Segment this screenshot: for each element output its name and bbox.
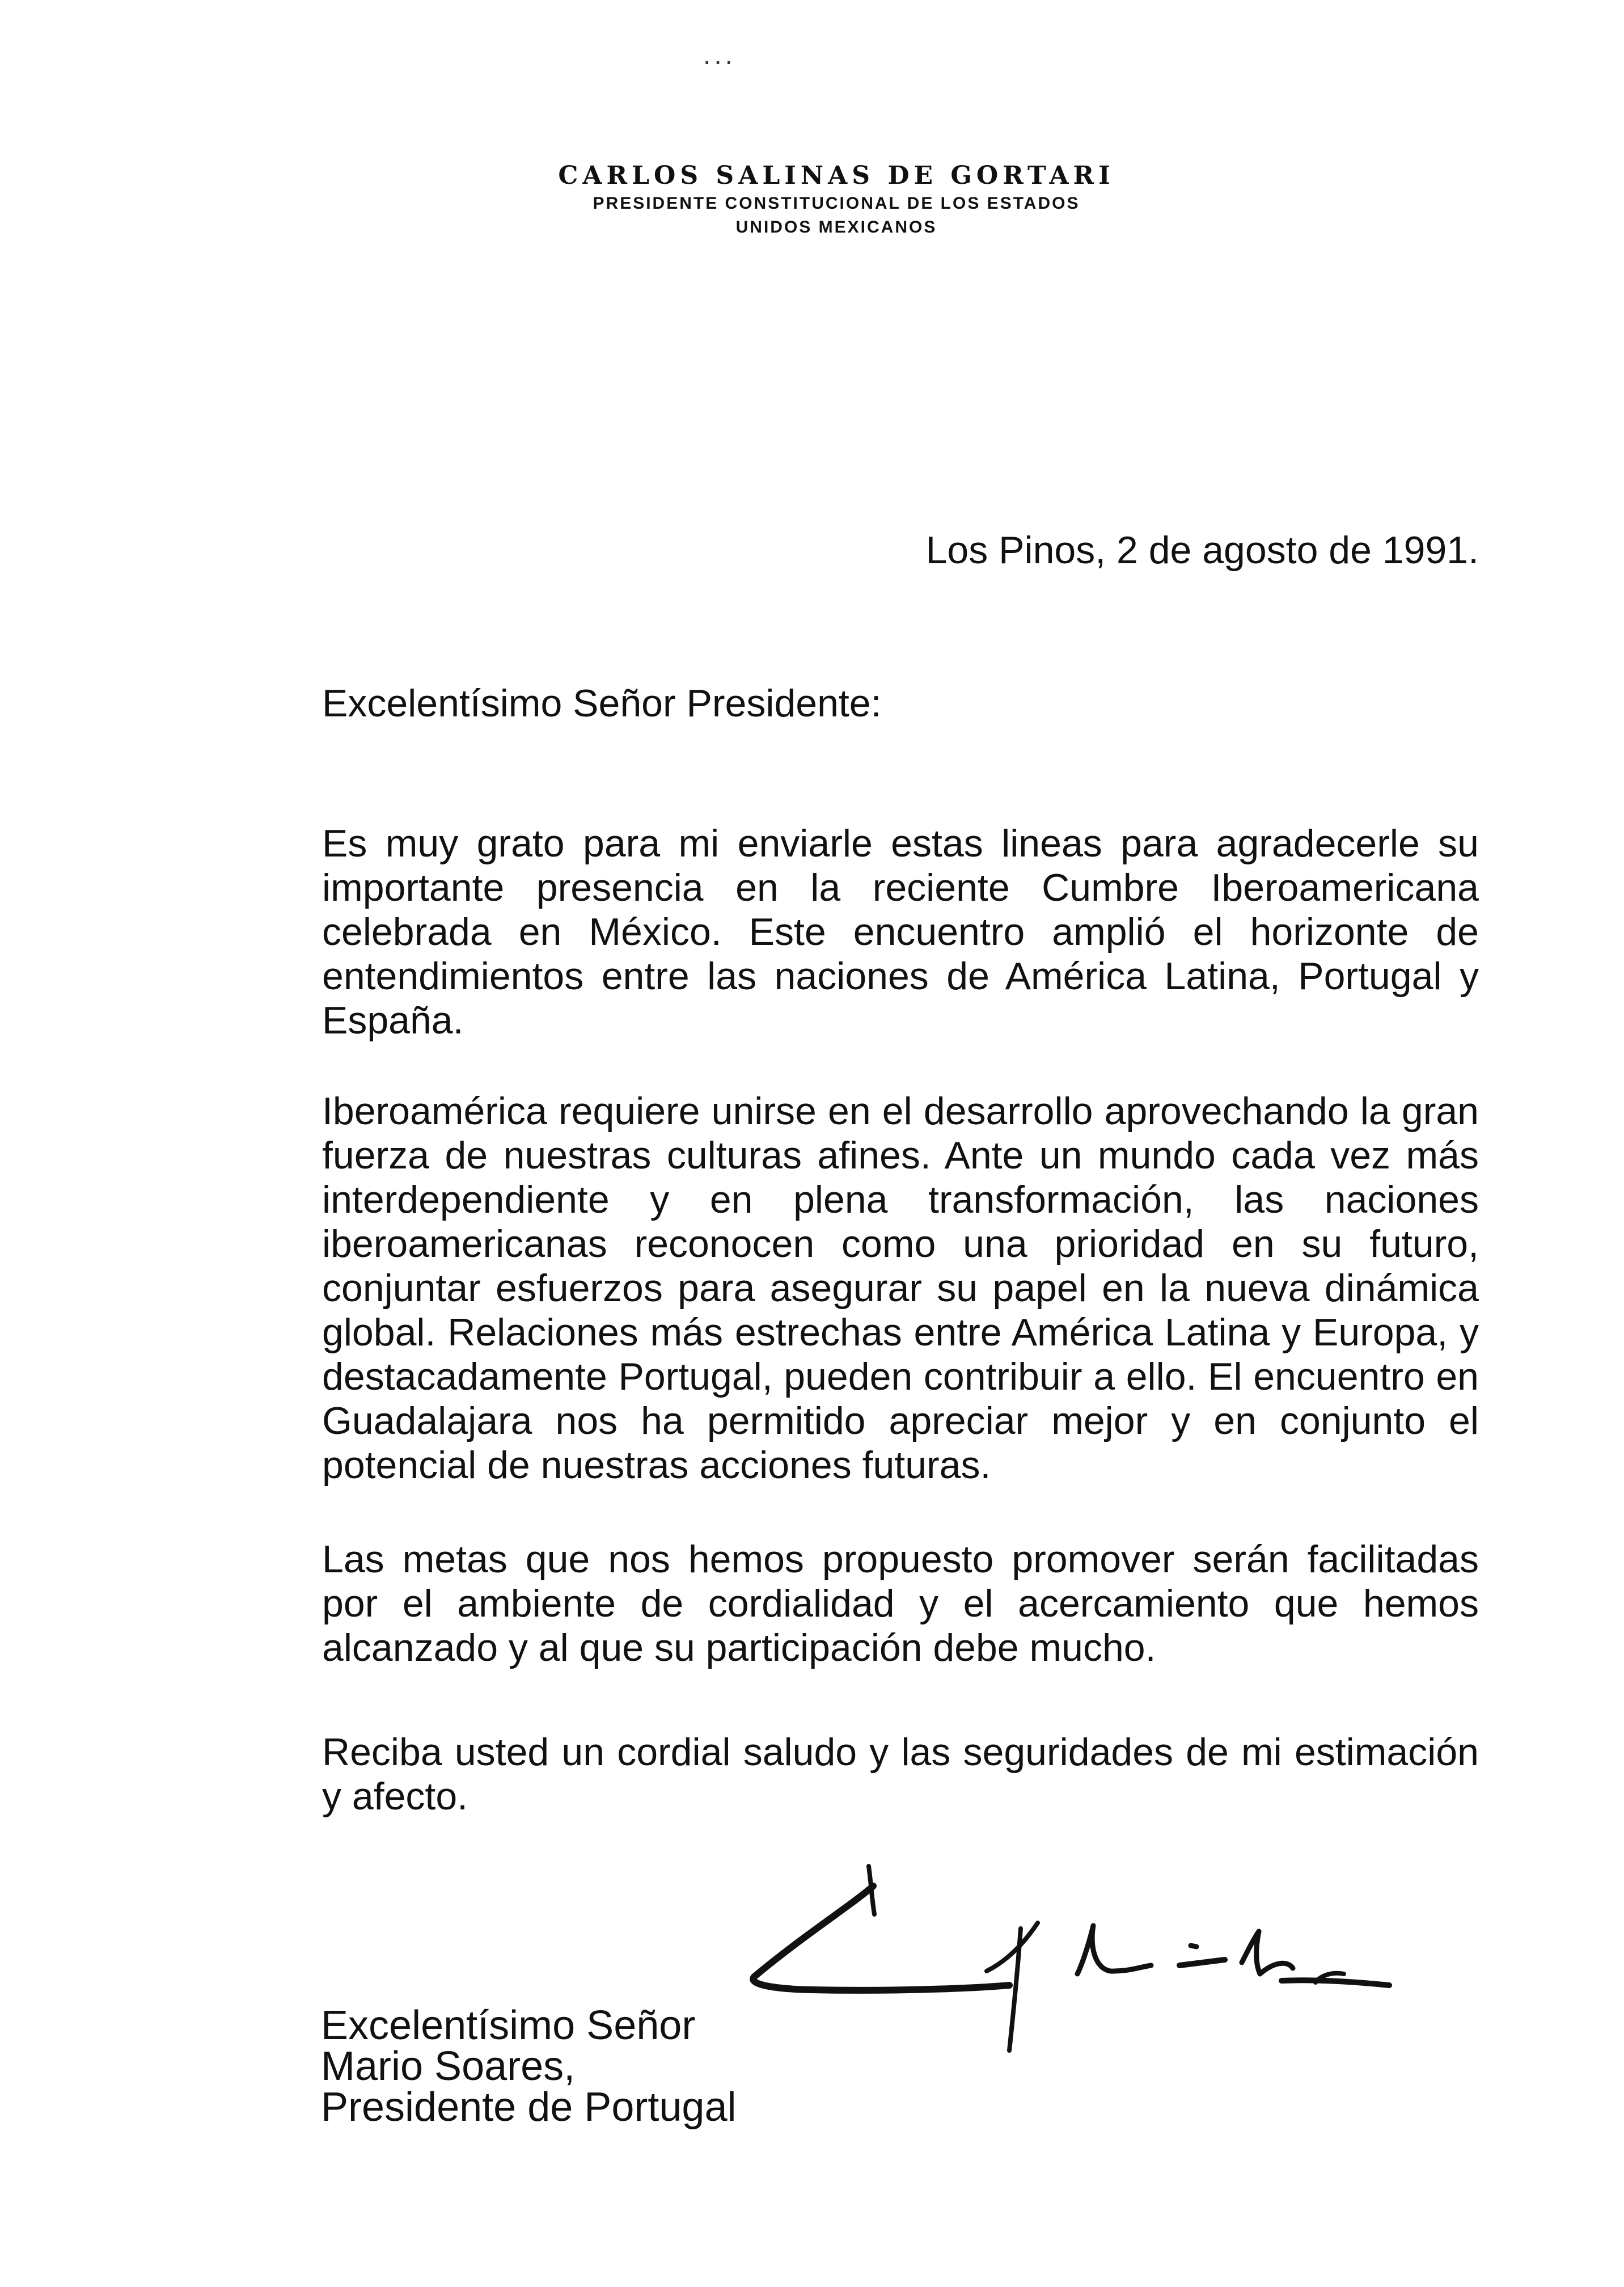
letterhead — [510, 160, 1162, 239]
addressee-block — [321, 2005, 736, 2128]
paragraph-text: Iberoamérica requiere unirse en el desarrollo aprovechando la gran fuerza de nuestras culturas afines. Ante un mundo cada vez más interdependiente y en plena transformación, las naciones iberoamericanas reconocen como una prioridad en su futuro, conjuntar esfuerzos para asegurar su papel en la nueva dinámica global. Relaciones más estrechas entre América Latina y Europa, y destacadamente Portugal, pueden contribuir a ello. El encuentro en Guadalajara nos ha permitido apreciar mejor y en conjunto el potencial de nuestras acciones futuras. — [322, 1090, 1479, 1487]
letterhead-title-line-2: UNIDOS MEXICANOS — [735, 218, 937, 237]
letterhead-title-line-1: PRESIDENTE CONSTITUCIONAL DE LOS ESTADOS — [593, 194, 1080, 213]
letter-date: Los Pinos, 2 de agosto de 1991. — [925, 529, 1479, 572]
body-paragraph-2 — [322, 1089, 1479, 1487]
addressee-line-2: Mario Soares, — [321, 2044, 576, 2089]
top-dots: ... — [703, 40, 737, 70]
addressee-line-1: Excelentísimo Señor — [321, 2003, 696, 2048]
body-paragraph-3 — [322, 1537, 1479, 1670]
paragraph-text: Reciba usted un cordial saludo y las seguridades de mi estimación y afecto. — [322, 1731, 1479, 1818]
paragraph-text: Es muy grato para mi enviarle estas lineas para agradecerle su importante presencia en la reciente Cumbre Iberoamericana celebrada en México. Este encuentro amplió el horizonte de entendimientos entre las naciones de América Latina, Portugal y España. — [322, 822, 1479, 1042]
letterhead-name: CARLOS SALINAS DE GORTARI — [558, 161, 1115, 190]
paragraph-text: Las metas que nos hemos propuesto promover serán facilitadas por el ambiente de cordialidad y el acercamiento que hemos alcanzado y al que su participación debe mucho. — [322, 1538, 1479, 1669]
body-paragraph-4 — [322, 1730, 1479, 1818]
addressee-line-3: Presidente de Portugal — [321, 2085, 737, 2130]
signature-icon — [743, 1855, 1446, 2059]
body-paragraph-1 — [322, 821, 1479, 1043]
salutation: Excelentísimo Señor Presidente: — [322, 682, 882, 725]
